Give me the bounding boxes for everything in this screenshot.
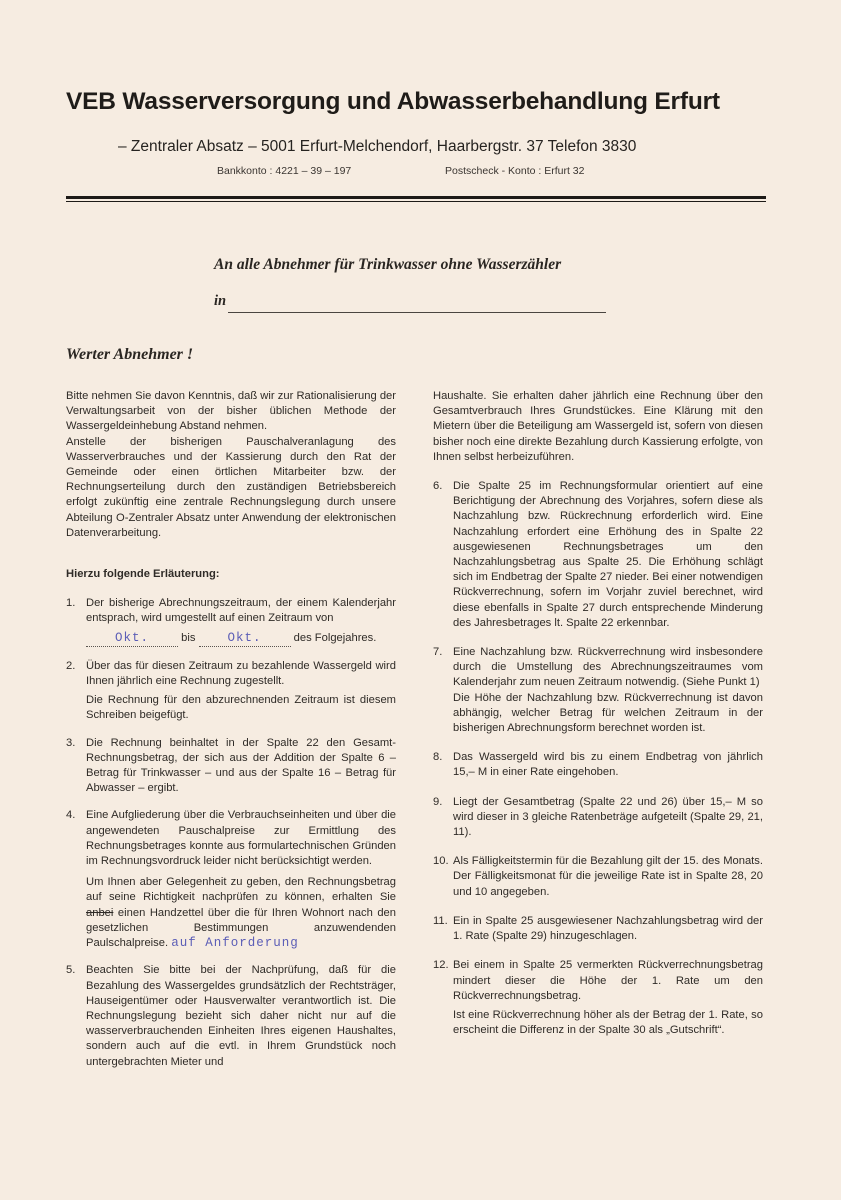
item-text: Die Spalte 25 im Rechnungsformular orientiert auf eine Berichtigung der Abrechnung des Vorjahres, sofern diese als Nachzahlung bzw. Rückrechnung erforderlich wird. Eine Nachzahlung erfordert eine Erhöhung des in Spalte 22 ausgewiesenen Rechnungsbetrages um den Nachzahlungsbetrag aus Spalte 25. Die Erhöhung schlägt sich im Endbetrag der Spalte 27 nieder. Bei einer notwendigen Rückverrechnung, sofern im Vorjahr zuviel berechnet, wird diese ebenfalls in Spalte 27 durch entsprechende Minderung des Jahresbetrages lt. Spalte 22 erkennbar. <box>453 480 763 629</box>
intro-paragraph-1: Bitte nehmen Sie davon Kenntnis, daß wir zur Rationalisierung der Verwaltungsarbeit von der bisher üblichen Methode der Wassergeldeinhebung Abstand nehmen. <box>66 390 396 433</box>
list-item-6 <box>433 479 763 631</box>
period-to-word: bis <box>181 631 196 644</box>
list-item-10 <box>433 854 763 900</box>
item-number: 10. <box>433 855 449 868</box>
item-number: 6. <box>433 480 443 493</box>
item-text: Bei einem in Spalte 25 vermerkten Rückverrechnungsbetrag mindert dieser die Höhe der 1. Rate um den Rückverrechnungsbetrag. <box>453 959 763 1002</box>
list-item-3 <box>66 736 396 797</box>
explanation-heading: Hierzu folgende Erläuterung: <box>66 568 220 581</box>
greeting: Werter Abnehmer ! <box>66 346 194 363</box>
item-text: Liegt der Gesamtbetrag (Spalte 22 und 26) über 15,– M so wird dieser in 3 gleiche Ratenbeträge aufgeteilt (Spalte 29, 21, 11). <box>453 795 763 839</box>
list-item-7 <box>433 645 763 736</box>
item-text: Als Fälligkeitstermin für die Bezahlung gilt der 15. des Monats. Der Fälligkeitsmonat für die jeweilige Rate ist in Spalte 28, 20 und 10 angegeben. <box>453 855 763 898</box>
item-5-continued: Haushalte. Sie erhalten daher jährlich eine Rechnung über den Gesamtverbrauch Ihres Grundstückes. Eine Klärung mit den Mietern über die Beteiligung am Wassergeld ist, sofern von diesen bisher noch eine direkte Bezahlung durch Kassierung erfolgte, von Ihnen selbst herbeizuführen. <box>433 390 763 463</box>
struck-word: anbei <box>86 906 114 919</box>
item-text: Das Wassergeld wird bis zu einem Endbetrag von jährlich 15,– M in einer Rate eingehoben. <box>453 751 763 779</box>
item-text-2b: einen Handzettel über die für Ihren Wohnort nach den gesetzlichen Bestimmungen anzuwendenden Paulschalpreise. <box>86 906 396 950</box>
item-number: 8. <box>433 751 443 764</box>
list-item-11 <box>433 914 763 944</box>
addressee-in-blank <box>228 312 606 313</box>
list-item-2 <box>66 659 396 724</box>
header-rule-thick <box>66 196 766 199</box>
item-text: Ein in Spalte 25 ausgewiesener Nachzahlungsbetrag wird der 1. Rate (Spalte 29) hinzugeschlagen. <box>453 914 763 943</box>
list-item-4 <box>66 808 396 951</box>
item-text: Über das für diesen Zeitraum zu bezahlende Wassergeld wird Ihnen jährlich eine Rechnung zugestellt. <box>86 659 396 688</box>
letterhead-subtitle: – Zentraler Absatz – 5001 Erfurt-Melchendorf, Haarbergstr. 37 Telefon 3830 <box>118 138 637 155</box>
period-to-field: Okt. <box>199 631 291 647</box>
item-text-2a: Um Ihnen aber Gelegenheit zu geben, den Rechnungsbetrag auf seine Richtigkeit nachprüfen zu können, erhalten Sie <box>86 876 396 904</box>
period-line <box>86 631 396 647</box>
addressee-in-label: in <box>214 293 227 309</box>
addressee-line: An alle Abnehmer für Trinkwasser ohne Wasserzähler <box>214 256 562 273</box>
letterhead-title: VEB Wasserversorgung und Abwasserbehandlung Erfurt <box>66 88 720 115</box>
period-from-field: Okt. <box>86 631 178 647</box>
list-item-9 <box>433 795 763 841</box>
on-request-stamp: auf Anforderung <box>171 936 299 951</box>
list-item-1 <box>66 596 396 647</box>
item-number: 5. <box>66 964 76 977</box>
bank-account: Bankkonto : 4221 – 39 – 197 <box>217 165 352 177</box>
item-number: 1. <box>66 597 76 610</box>
item-text-2: Die Rechnung für den abzurechnenden Zeitraum ist diesem Schreiben beigefügt. <box>86 694 396 722</box>
item-text-2 <box>86 875 396 951</box>
item-number: 2. <box>66 659 76 672</box>
period-suffix: des Folgejahres. <box>293 631 377 644</box>
item-number: 7. <box>433 646 443 659</box>
item-number: 3. <box>66 736 76 749</box>
item-number: 4. <box>66 809 76 822</box>
item-text-2: Ist eine Rückverrechnung höher als der Betrag der 1. Rate, so erscheint die Differenz in der Spalte 30 als „Gutschrift“. <box>453 1008 763 1037</box>
list-item-5 <box>66 963 396 1069</box>
list-item-12 <box>433 958 763 1038</box>
list-item-8 <box>433 750 763 780</box>
header-rule-thin <box>66 201 766 202</box>
item-number: 11. <box>433 914 448 927</box>
item-text: Die Rechnung beinhaltet in der Spalte 22 den Gesamt-Rechnungsbetrag, der sich aus der Addition der Spalte 6 – Betrag für Trinkwasser – und aus der Spalte 16 – Betrag für Abwasser – ergibt. <box>86 736 396 795</box>
postal-account: Postscheck - Konto : Erfurt 32 <box>445 165 585 177</box>
intro-paragraph-2: Anstelle der bisherigen Pauschalveranlagung des Wasserverbrauches und der Kassierung durch den Rat der Gemeinde oder einen örtlichen Mitarbeiter bzw. der Rechnungserteilung durch den zuständigen Betriebsbereich erfolgt zukünftig eine zentrale Rechnungslegung durch unsere Abteilung O-Zentraler Absatz unter Anwendung der elektronischen Datenverarbeitung. <box>66 435 396 539</box>
item-number: 9. <box>433 795 443 808</box>
left-column <box>66 389 396 1070</box>
item-text: Eine Aufgliederung über die Verbrauchseinheiten und über die angewendeten Pauschalpreise zur Ermittlung des Rechnungsbetrages konnte aus formulartechnischen Gründen im Rechnungsvordruck leider nicht berücksichtigt werden. <box>86 809 396 868</box>
item-text: Der bisherige Abrechnungszeitraum, der einem Kalenderjahr entsprach, wird umgestellt auf einen Zeitraum von <box>86 597 396 625</box>
item-text: Eine Nachzahlung bzw. Rückverrechnung wird insbesondere durch die Umstellung des Abrechnungszeitraumes vom Kalenderjahr zum neuen Zeitraum notwendig. (Siehe Punkt 1) <box>453 646 763 689</box>
right-column <box>433 389 763 1038</box>
item-number: 12. <box>433 959 449 972</box>
item-text-2: Die Höhe der Nachzahlung bzw. Rückverrechnung ist davon abhängig, welcher Betrag für welchen Zeitraum in der bisherigen Abrechnungsform berechnet worden ist. <box>453 691 763 735</box>
item-text: Beachten Sie bitte bei der Nachprüfung, daß für die Bezahlung des Wassergeldes grundsätzlich der Rechtsträger, Hauseigentümer oder Hausverwalter verantwortlich ist. Die Rechnungslegung bezieht sich daher nicht nur auf die wasserverbrauchenden Einheiten Ihres eigenen Haushaltes, sondern auch auf die evtl. in Ihrem Grundstück noch untergebrachten Mieter und <box>86 964 396 1068</box>
